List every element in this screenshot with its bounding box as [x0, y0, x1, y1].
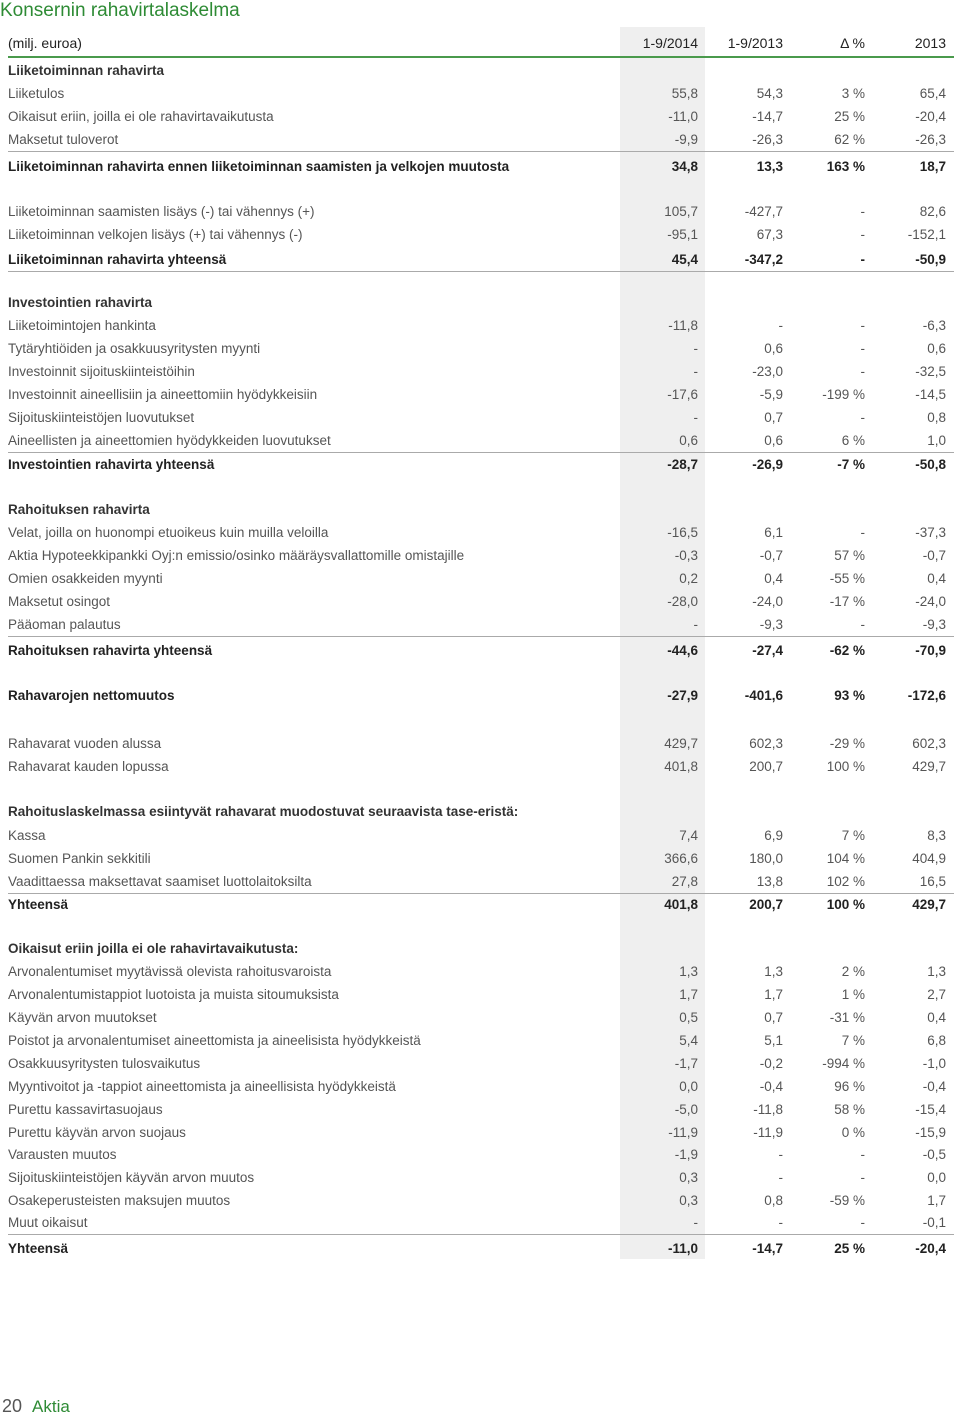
cell-value-1: -5,0: [674, 1102, 698, 1117]
cell-value-3: 7 %: [841, 828, 865, 843]
cell-value-3: -: [860, 1147, 865, 1162]
cell-value-1: -: [693, 341, 698, 356]
cell-value-2: 0,8: [764, 1193, 783, 1208]
cell-value-2: -: [778, 318, 783, 333]
cell-value-4: -6,3: [922, 318, 946, 333]
row-label: Liiketoiminnan rahavirta ennen liiketoiminnan saamisten ja velkojen muutosta: [8, 159, 510, 174]
cell-value-1: -28,7: [667, 457, 698, 472]
cell-value-3: 104 %: [826, 851, 865, 866]
cell-value-2: -0,7: [759, 548, 783, 563]
cell-value-4: -0,5: [922, 1147, 946, 1162]
row-label: Osakkuusyritysten tulosvaikutus: [8, 1056, 201, 1071]
cell-value-2: 200,7: [749, 759, 783, 774]
row-label: Yhteensä: [8, 1241, 69, 1256]
row-label: Investointien rahavirta yhteensä: [8, 457, 215, 472]
cell-value-1: 55,8: [671, 86, 698, 101]
cell-value-2: 6,1: [764, 525, 783, 540]
cell-value-3: 25 %: [834, 109, 865, 124]
cell-value-4: -152,1: [907, 227, 946, 242]
cell-value-2: 0,7: [764, 1010, 783, 1025]
cell-value-1: -17,6: [667, 387, 698, 402]
row-label: Arvonalentumistappiot luotoista ja muista sitoumuksista: [8, 987, 339, 1002]
table-row: [8, 614, 954, 637]
row-label: Purettu käyvän arvon suojaus: [8, 1125, 186, 1140]
cell-value-1: -44,6: [667, 643, 698, 658]
cell-value-4: 0,4: [927, 571, 946, 586]
cell-value-3: -7 %: [837, 457, 865, 472]
table-row: [8, 1122, 954, 1144]
cell-value-1: -11,0: [667, 1241, 698, 1256]
table-row: [8, 361, 954, 383]
table-row: [8, 1030, 954, 1052]
cell-value-3: -17 %: [829, 594, 865, 609]
cell-value-1: -0,3: [674, 548, 698, 563]
cell-value-2: 200,7: [749, 897, 783, 912]
cell-value-1: -: [693, 1215, 698, 1230]
row-label: Maksetut osingot: [8, 594, 111, 609]
cell-value-4: -20,4: [915, 109, 946, 124]
cell-value-1: -9,9: [674, 132, 698, 147]
cell-value-1: -11,0: [668, 109, 698, 124]
cell-value-4: -24,0: [915, 594, 946, 609]
table-row: [8, 568, 954, 590]
cell-value-3: -: [860, 204, 865, 219]
cell-value-3: 2 %: [841, 964, 865, 979]
row-label: Poistot ja arvonalentumiset aineettomista ja aineelisista hyödykkeistä: [8, 1033, 421, 1048]
table-row: [8, 454, 954, 476]
row-label: Vaadittaessa maksettavat saamiset luottolaitoksilta: [8, 874, 312, 889]
cell-value-2: -347,2: [744, 252, 783, 267]
cell-value-1: -1,7: [674, 1056, 698, 1071]
cell-value-1: -: [693, 410, 698, 425]
cell-value-4: -0,4: [922, 1079, 946, 1094]
cell-value-4: -32,5: [915, 364, 946, 379]
table-row: [8, 522, 954, 544]
cell-value-4: 82,6: [919, 204, 946, 219]
table-row: [8, 894, 954, 916]
cell-value-4: 0,6: [927, 341, 946, 356]
table-row: [8, 201, 954, 223]
table-row: [8, 591, 954, 613]
table-row: [8, 338, 954, 360]
cell-value-2: 1,7: [764, 987, 783, 1002]
cell-value-3: 57 %: [834, 548, 865, 563]
cell-value-2: 67,3: [756, 227, 783, 242]
header-divider: [8, 56, 954, 58]
row-label: Rahavarat kauden lopussa: [8, 759, 169, 774]
table-row: [8, 1167, 954, 1189]
table-row: [8, 640, 954, 662]
table-row: [8, 1144, 954, 1166]
table-row: [8, 292, 954, 314]
cell-value-3: -: [860, 227, 865, 242]
cell-value-3: 100 %: [826, 759, 865, 774]
page-footer: [2, 1396, 70, 1417]
cell-value-3: -: [860, 410, 865, 425]
row-label: Maksetut tuloverot: [8, 132, 119, 147]
row-label: Osakeperusteisten maksujen muutos: [8, 1193, 231, 1208]
cell-value-4: 18,7: [919, 159, 946, 174]
cell-value-1: -11,8: [668, 318, 698, 333]
table-row: [8, 1238, 954, 1260]
cell-value-1: 0,5: [679, 1010, 698, 1025]
table-row: [8, 60, 954, 82]
cell-value-3: 163 %: [826, 159, 865, 174]
row-label: Liiketoiminnan rahavirta yhteensä: [8, 252, 227, 267]
cell-value-3: 96 %: [834, 1079, 865, 1094]
cell-value-1: -: [693, 364, 698, 379]
cell-value-3: -: [860, 364, 865, 379]
row-label: Rahoituksen rahavirta: [8, 502, 150, 517]
cell-value-2: -11,8: [753, 1102, 783, 1117]
cell-value-4: 1,7: [927, 1193, 946, 1208]
row-label: Velat, joilla on huonompi etuoikeus kuin muilla veloilla: [8, 525, 329, 540]
row-label: Rahoituksen rahavirta yhteensä: [8, 643, 213, 658]
table-row: [8, 825, 954, 847]
cell-value-3: -199 %: [822, 387, 865, 402]
table-row: [8, 871, 954, 894]
cell-value-2: 13,3: [756, 159, 783, 174]
row-label: Oikaisut eriin, joilla ei ole rahavirtavaikutusta: [8, 109, 274, 124]
table-row: [8, 984, 954, 1006]
table-row: [8, 1076, 954, 1098]
cell-value-2: 6,9: [764, 828, 783, 843]
row-label: Aineellisten ja aineettomien hyödykkeiden luovutukset: [8, 433, 331, 448]
cell-value-1: -27,9: [667, 688, 698, 703]
cell-value-3: -: [860, 1170, 865, 1185]
row-label: Suomen Pankin sekkitili: [8, 851, 151, 866]
cell-value-4: -9,3: [922, 617, 946, 632]
cell-value-2: -9,3: [759, 617, 783, 632]
cell-value-1: 34,8: [671, 159, 698, 174]
table-row: [8, 938, 954, 960]
cell-value-2: 54,3: [756, 86, 783, 101]
row-label: Oikaisut eriin joilla ei ole rahavirtavaikutusta:: [8, 941, 299, 956]
cell-value-4: 1,3: [927, 964, 946, 979]
cell-value-1: 0,3: [679, 1170, 698, 1185]
table-row: [8, 1053, 954, 1075]
cell-value-2: -14,7: [752, 1241, 783, 1256]
cell-value-2: -27,4: [752, 643, 783, 658]
table-row: [8, 1190, 954, 1212]
row-label: Investointien rahavirta: [8, 295, 153, 310]
cell-value-1: 1,7: [679, 987, 698, 1002]
cell-value-4: 1,0: [927, 433, 946, 448]
row-label: Rahavarojen nettomuutos: [8, 688, 175, 703]
cell-value-2: 0,6: [764, 433, 783, 448]
cell-value-2: 0,7: [764, 410, 783, 425]
table-row: [8, 407, 954, 429]
unit-label: (milj. euroa): [8, 35, 82, 51]
cell-value-2: 602,3: [749, 736, 783, 751]
page-number: 20: [2, 1396, 23, 1416]
cell-value-4: -172,6: [907, 688, 946, 703]
cell-value-4: 2,7: [927, 987, 946, 1002]
cell-value-4: -20,4: [915, 1241, 946, 1256]
row-label: Omien osakkeiden myynti: [8, 571, 163, 586]
row-label: Sijoituskiinteistöjen käyvän arvon muutos: [8, 1170, 255, 1185]
table-row: [8, 156, 954, 178]
cell-value-1: 5,4: [679, 1033, 698, 1048]
cell-value-1: 0,3: [679, 1193, 698, 1208]
col-header-2013: 2013: [914, 35, 946, 51]
cell-value-2: -14,7: [752, 109, 783, 124]
cell-value-4: -0,7: [922, 548, 946, 563]
row-label: Pääoman palautus: [8, 617, 121, 632]
row-label: Rahavarat vuoden alussa: [8, 736, 162, 751]
cell-value-3: -: [860, 1215, 865, 1230]
cell-value-4: 16,5: [919, 874, 946, 889]
cell-value-4: 0,8: [927, 410, 946, 425]
table-row: [8, 249, 954, 272]
cell-value-4: -50,8: [915, 457, 946, 472]
cell-value-2: -0,2: [759, 1056, 783, 1071]
row-label: Liiketoiminnan rahavirta: [8, 63, 165, 78]
row-label: Sijoituskiinteistöjen luovutukset: [8, 410, 195, 425]
col-header-1-9-2014: 1-9/2014: [642, 35, 698, 51]
table-row: [8, 1212, 954, 1235]
cell-value-3: 62 %: [834, 132, 865, 147]
cell-value-2: -26,3: [752, 132, 783, 147]
row-label: Liiketoiminnan velkojen lisäys (+) tai vähennys (-): [8, 227, 303, 242]
cell-value-4: 0,4: [927, 1010, 946, 1025]
cell-value-2: -: [778, 1215, 783, 1230]
cell-value-2: -26,9: [752, 457, 783, 472]
cell-value-4: 404,9: [912, 851, 946, 866]
table-row: [8, 430, 954, 453]
col-header-1-9-2013: 1-9/2013: [727, 35, 783, 51]
cell-value-1: -11,9: [668, 1125, 698, 1140]
table-row: [8, 106, 954, 128]
cell-value-1: 105,7: [664, 204, 698, 219]
cell-value-2: 0,4: [764, 571, 783, 586]
cell-value-2: -23,0: [752, 364, 783, 379]
cell-value-2: -401,6: [744, 688, 783, 703]
cell-value-3: 93 %: [834, 688, 865, 703]
table-row: [8, 685, 954, 707]
row-label: Varausten muutos: [8, 1147, 117, 1162]
cell-value-3: 3 %: [841, 86, 865, 101]
cell-value-1: 0,2: [679, 571, 698, 586]
cell-value-3: -31 %: [829, 1010, 865, 1025]
cell-value-4: -0,1: [922, 1215, 946, 1230]
cell-value-2: -: [778, 1170, 783, 1185]
cell-value-3: 1 %: [841, 987, 865, 1002]
cell-value-3: -994 %: [822, 1056, 865, 1071]
cell-value-2: -427,7: [744, 204, 783, 219]
cell-value-4: -50,9: [915, 252, 946, 267]
cell-value-1: -: [693, 617, 698, 632]
cell-value-3: 0 %: [841, 1125, 865, 1140]
cell-value-3: 7 %: [841, 1033, 865, 1048]
table-row: [8, 801, 954, 823]
cell-value-1: -95,1: [667, 227, 698, 242]
row-label: Muut oikaisut: [8, 1215, 88, 1230]
cell-value-4: 0,0: [927, 1170, 946, 1185]
cell-value-1: 366,6: [664, 851, 698, 866]
cell-value-1: 7,4: [679, 828, 698, 843]
cell-value-4: 429,7: [912, 897, 946, 912]
row-label: Rahoituslaskelmassa esiintyvät rahavarat muodostuvat seuraavista tase-eristä:: [8, 804, 519, 819]
cell-value-4: -14,5: [915, 387, 946, 402]
cell-value-1: 401,8: [664, 897, 698, 912]
table-row: [8, 848, 954, 870]
table-row: [8, 224, 954, 246]
table-row: [8, 756, 954, 778]
cell-value-3: -62 %: [829, 643, 865, 658]
cell-value-1: 0,0: [679, 1079, 698, 1094]
row-label: Aktia Hypoteekkipankki Oyj:n emissio/osinko määräysvallattomille omistajille: [8, 548, 465, 563]
cell-value-3: -: [860, 617, 865, 632]
cell-value-2: -24,0: [752, 594, 783, 609]
cell-value-2: 180,0: [749, 851, 783, 866]
cell-value-4: -70,9: [915, 643, 946, 658]
cell-value-2: -5,9: [759, 387, 783, 402]
cell-value-1: -28,0: [667, 594, 698, 609]
cell-value-1: 27,8: [671, 874, 698, 889]
cell-value-4: 429,7: [912, 759, 946, 774]
cell-value-4: -15,4: [915, 1102, 946, 1117]
row-label: Liiketoiminnan saamisten lisäys (-) tai vähennys (+): [8, 204, 315, 219]
cell-value-1: 45,4: [671, 252, 698, 267]
cell-value-3: 25 %: [834, 1241, 865, 1256]
table-row: [8, 1007, 954, 1029]
table-row: [8, 499, 954, 521]
cell-value-4: -26,3: [915, 132, 946, 147]
cell-value-3: 102 %: [826, 874, 865, 889]
cell-value-3: -: [860, 318, 865, 333]
cell-value-2: -11,9: [753, 1125, 783, 1140]
table-row: [8, 129, 954, 152]
cell-value-2: 1,3: [764, 964, 783, 979]
cell-value-2: -: [778, 1147, 783, 1162]
cell-value-3: -59 %: [829, 1193, 865, 1208]
cell-value-1: -16,5: [667, 525, 698, 540]
cell-value-3: 6 %: [841, 433, 865, 448]
row-label: Tytäryhtiöiden ja osakkuusyritysten myynti: [8, 341, 261, 356]
row-label: Liiketoimintojen hankinta: [8, 318, 156, 333]
cell-value-3: -55 %: [829, 571, 865, 586]
table-row: [8, 315, 954, 337]
cell-value-4: 8,3: [927, 828, 946, 843]
table-row: [8, 545, 954, 567]
cell-value-2: 0,6: [764, 341, 783, 356]
row-label: Investoinnit aineellisiin ja aineettomiin hyödykkeisiin: [8, 387, 318, 402]
table-row: [8, 733, 954, 755]
row-label: Yhteensä: [8, 897, 69, 912]
cell-value-4: -15,9: [915, 1125, 946, 1140]
table-row: [8, 83, 954, 105]
cell-value-1: 0,6: [679, 433, 698, 448]
col-header-delta: Δ %: [840, 35, 865, 51]
cell-value-4: 65,4: [919, 86, 946, 101]
cell-value-4: -37,3: [915, 525, 946, 540]
row-label: Käyvän arvon muutokset: [8, 1010, 157, 1025]
row-label: Investoinnit sijoituskiinteistöihin: [8, 364, 195, 379]
cell-value-2: 5,1: [764, 1033, 783, 1048]
brand-name: Aktia: [32, 1397, 70, 1416]
row-label: Arvonalentumiset myytävissä olevista rahoitusvaroista: [8, 964, 332, 979]
cell-value-4: -1,0: [922, 1056, 946, 1071]
table-row: [8, 384, 954, 406]
cell-value-1: -1,9: [674, 1147, 698, 1162]
cell-value-1: 429,7: [664, 736, 698, 751]
cell-value-3: 100 %: [826, 897, 865, 912]
cell-value-3: -29 %: [829, 736, 865, 751]
cell-value-3: -: [860, 525, 865, 540]
page-title: Konsernin rahavirtalaskelma: [0, 0, 240, 21]
cell-value-3: 58 %: [834, 1102, 865, 1117]
table-row: [8, 1099, 954, 1121]
row-label: Liiketulos: [8, 86, 65, 101]
row-label: Myyntivoitot ja -tappiot aineettomista ja aineellisista hyödykkeistä: [8, 1079, 396, 1094]
table-row: [8, 961, 954, 983]
row-label: Purettu kassavirtasuojaus: [8, 1102, 163, 1117]
row-label: Kassa: [8, 828, 46, 843]
cell-value-2: 13,8: [756, 874, 783, 889]
cell-value-4: 6,8: [927, 1033, 946, 1048]
cell-value-3: -: [860, 252, 865, 267]
cell-value-2: -0,4: [759, 1079, 783, 1094]
cell-value-4: 602,3: [912, 736, 946, 751]
cell-value-3: -: [860, 341, 865, 356]
cell-value-1: 1,3: [679, 964, 698, 979]
cell-value-1: 401,8: [664, 759, 698, 774]
